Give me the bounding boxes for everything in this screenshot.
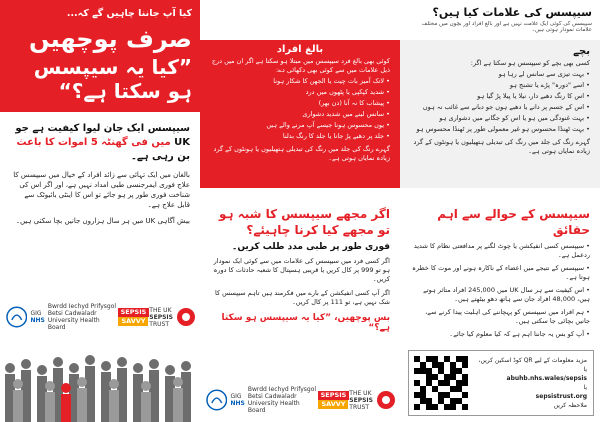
fact-item: • اس کیفیت سے ہر سال UK میں 245,000 افراد متاثر ہوتے ہیں، 48,000 افراد جان سے ہاتھ دھو بیٹھتے ہیں۔: [400, 282, 600, 304]
gig-nhs-emblem-icon: [206, 389, 227, 411]
adults-note: گہرے رنگ کی جلد میں رنگ کی تبدیلی ہتھیلیوں یا ہونٹوں کے گرد زیادہ نمایاں ہوتی ہے۔: [213, 145, 390, 162]
adults-item: • جلد پر دھبے پڑ جانا یا جلد کا رنگ بدلنا: [200, 130, 400, 141]
stat-pre: سیپسس ایک جان لیوا کیفیت ہے جو UK: [15, 123, 190, 148]
symptoms-question: سیپسس کی علامات کیا ہیں؟: [432, 6, 592, 19]
board-line-1: Bwrdd Iechyd Prifysgol: [247, 386, 317, 393]
left-paragraph-2: بیش آگاہی UK میں ہر سال ہزاروں جانیں بچا سکتی ہیں۔: [15, 217, 190, 225]
children-item: • بہت غنودگی میں ہو یا اس کو جگانے میں دشواری ہو: [400, 112, 600, 123]
sepsis-savvy-logo: [118, 308, 150, 326]
board-line-2: Betsi Cadwaladr: [247, 393, 297, 400]
board-line-1: Bwrdd Iechyd Prifysgol: [47, 303, 117, 310]
symptoms-subtitle: سیپسس کی کوئی ایک علامت نہیں ہے اور بالغ افراد اور بچوں میں مختلف علامات نمودار ہوتی ہیں۔: [421, 21, 592, 33]
board-line-3: University Health Board: [47, 317, 100, 331]
fact-item: • سیپسس کسی انفیکشن یا چوٹ لگنے پر مدافعتی نظام کا شدید ردعمل ہے۔: [400, 238, 600, 260]
gig-label: GIG: [30, 310, 42, 317]
trust-starburst-icon: [376, 390, 396, 410]
left-banner: [0, 0, 200, 112]
children-item: • اس کے جسم پر دانے یا دھبے ہوں جو دبانے سے غائب نہ ہوں: [400, 101, 600, 112]
children-item: • اسے "دورہ" پڑے یا تشنج ہو: [400, 79, 600, 90]
action-title-line-2: تو مجھے کیا کرنا چاہیئے؟: [246, 223, 390, 237]
adults-item: • یوں محسوس ہونا جیسے آپ مرنے والے ہیں: [200, 119, 400, 130]
children-item: • اس کا رنگ دھبے دار، نیلا یا پیلا پڑ گیا ہو: [400, 90, 600, 101]
adults-item: • لاتک آمیز بات چیت یا الجھن کا شکار ہونا: [200, 75, 400, 86]
trust-line-3: TRUST: [149, 320, 169, 328]
adults-symptoms-box: [200, 40, 400, 188]
action-section: [200, 198, 400, 333]
qr-line-2: یا: [583, 384, 587, 391]
stat-highlight: میں فی گھنٹہ 5 اموات کا باعث: [16, 137, 171, 148]
qr-line-1: مزید معلومات کے لیے QR کوڈ اسکین کریں، یا: [478, 357, 587, 373]
left-panel: [0, 0, 200, 422]
trust-line-1: THE UK: [149, 306, 172, 314]
children-title: بچے: [573, 46, 590, 57]
qr-url-2[interactable]: sepsistrust.org: [535, 393, 587, 400]
facts-title-line-1: سیپسس کے حوالے سے اہم: [437, 207, 590, 221]
quote-line-1: ”کیا یہ سیپسس: [33, 55, 192, 79]
adults-title: بالغ افراد: [276, 44, 324, 55]
trust-line-3: TRUST: [349, 403, 369, 411]
action-title-line-1: اگر مجھے سیپسس کا شبہ ہو: [218, 207, 390, 221]
qr-code-icon[interactable]: [414, 356, 468, 410]
children-symptoms-box: [400, 40, 600, 188]
middle-panel: [200, 0, 400, 422]
nhs-label: NHS: [30, 317, 45, 324]
qr-url-1[interactable]: abuhb.nhs.wales/sepsis: [506, 375, 587, 382]
sepsis-savvy-line-1: SEPSIS: [118, 308, 150, 317]
adults-item: • شدید کپکپی یا پٹھوں میں درد: [200, 86, 400, 97]
headline: صرف پوچھیں: [29, 25, 192, 53]
qr-text: [468, 356, 593, 410]
sepsis-savvy-line-2: SAVVY: [318, 400, 348, 409]
children-intro: کسی بھی بچے کو سیپسس ہو سکتا ہے اگر:: [470, 59, 590, 67]
quote-line-2: ہو سکتا ہے؟“: [58, 79, 192, 103]
uk-sepsis-trust-logo: [349, 390, 396, 411]
ask-line: بس پوچھیں، ”کیا یہ سیپسس ہو سکتا ہے؟“: [221, 313, 390, 333]
right-panel: [400, 0, 600, 422]
gig-nhs-emblem-icon: [6, 306, 27, 328]
trust-line-2: SEPSIS: [149, 313, 173, 321]
action-subtitle: فوری طور پر طبی مدد طلب کریں۔: [232, 242, 390, 252]
stat-statement: [0, 112, 200, 164]
sepsis-savvy-logo: [318, 391, 350, 409]
facts-section: [400, 198, 600, 339]
fact-item: • سیپسس کے نتیجے میں اعضاء کے ناکارہ ہونے اور موت کا خطرہ ہوتا ہے۔: [400, 260, 600, 282]
nhs-board-logo: [6, 303, 118, 331]
board-line-3: University Health Board: [247, 400, 300, 414]
action-paragraph-1: اگر کسی فرد میں سیپسس کی علامات میں سے کوئی ایک نمودار ہو تو 999 پر کال کریں یا قریبی ہسپتال کا شعبہ حادثات کا دورہ کریں۔: [213, 257, 390, 283]
stat-post: بن رہی ہے۔: [130, 151, 190, 162]
trust-starburst-icon: [176, 307, 196, 327]
logo-strip-middle: [206, 383, 396, 417]
crowd-illustration: [0, 338, 200, 422]
sepsis-savvy-line-2: SAVVY: [118, 317, 148, 326]
adults-intro: کوئی بھی بالغ فرد سیپسس میں مبتلا ہو سکتا ہے اگر ان میں درج ذیل علامات میں سے کوئی بھی دکھائی دے:: [211, 57, 390, 74]
adults-item: • پیشاب کا نہ آنا (دن بھر): [200, 97, 400, 108]
kicker-text: کیا آپ جاننا چاہیں گے کہ...: [66, 8, 192, 19]
children-note: گہرے رنگ کی جلد میں رنگ کی تبدیلی ہتھیلیوں یا ہونٹوں کے گرد زیادہ نمایاں ہوتی ہے۔: [413, 138, 590, 155]
nhs-board-logo: [206, 386, 318, 414]
trust-line-1: THE UK: [349, 389, 372, 397]
sepsis-savvy-line-1: SEPSIS: [318, 391, 350, 400]
left-paragraph-1: بالغان میں ایک تہائی سے زائد افراد کے خیال میں سیپسس کا علاج فوری ایمرجنسی طبی امداد نہیں ہے، اور اگر اس کی شناخت فوری طور پر ہو جائے تو اس کا اینٹی بائیوٹک سے قابل علاج ہے۔: [13, 171, 190, 209]
action-paragraph-2: اگر آپ کسی انفیکشن کے بارے میں فکرمند ہیں تاہم سیپسس کا شک نہیں ہے، تو 111 پر کال کریں۔: [215, 289, 390, 306]
uk-sepsis-trust-logo: [149, 307, 196, 328]
children-item: • بہت ٹھنڈا محسوس ہو غیر معمولی طور پر ٹھنڈا محسوس ہو: [400, 123, 600, 134]
facts-title-line-2: حقائق: [552, 223, 590, 237]
children-item: • بہت تیزی سے سانس لے رہا ہو: [400, 68, 600, 79]
fact-item: • آپ کو بس یہ جاننا اہم ہے کہ کیا معلوم کیا جائے۔: [400, 326, 600, 339]
adults-item: • سانس لینے میں شدید دشواری: [200, 108, 400, 119]
symptoms-heading-area: [400, 0, 600, 40]
fact-item: • ہم افراد میں سیپسس کو پہچاننے کی اہلیت پیدا کرنے سے، جانیں بچائی جا سکتی ہیں۔: [400, 304, 600, 326]
board-line-2: Betsi Cadwaladr: [47, 310, 97, 317]
trust-line-2: SEPSIS: [349, 396, 373, 404]
qr-info-box: [408, 350, 594, 416]
left-body: [0, 112, 200, 226]
nhs-label: NHS: [230, 400, 245, 407]
logo-strip-left: [6, 300, 196, 334]
gig-label: GIG: [230, 393, 242, 400]
qr-line-3: ملاحظہ کریں: [553, 402, 587, 409]
